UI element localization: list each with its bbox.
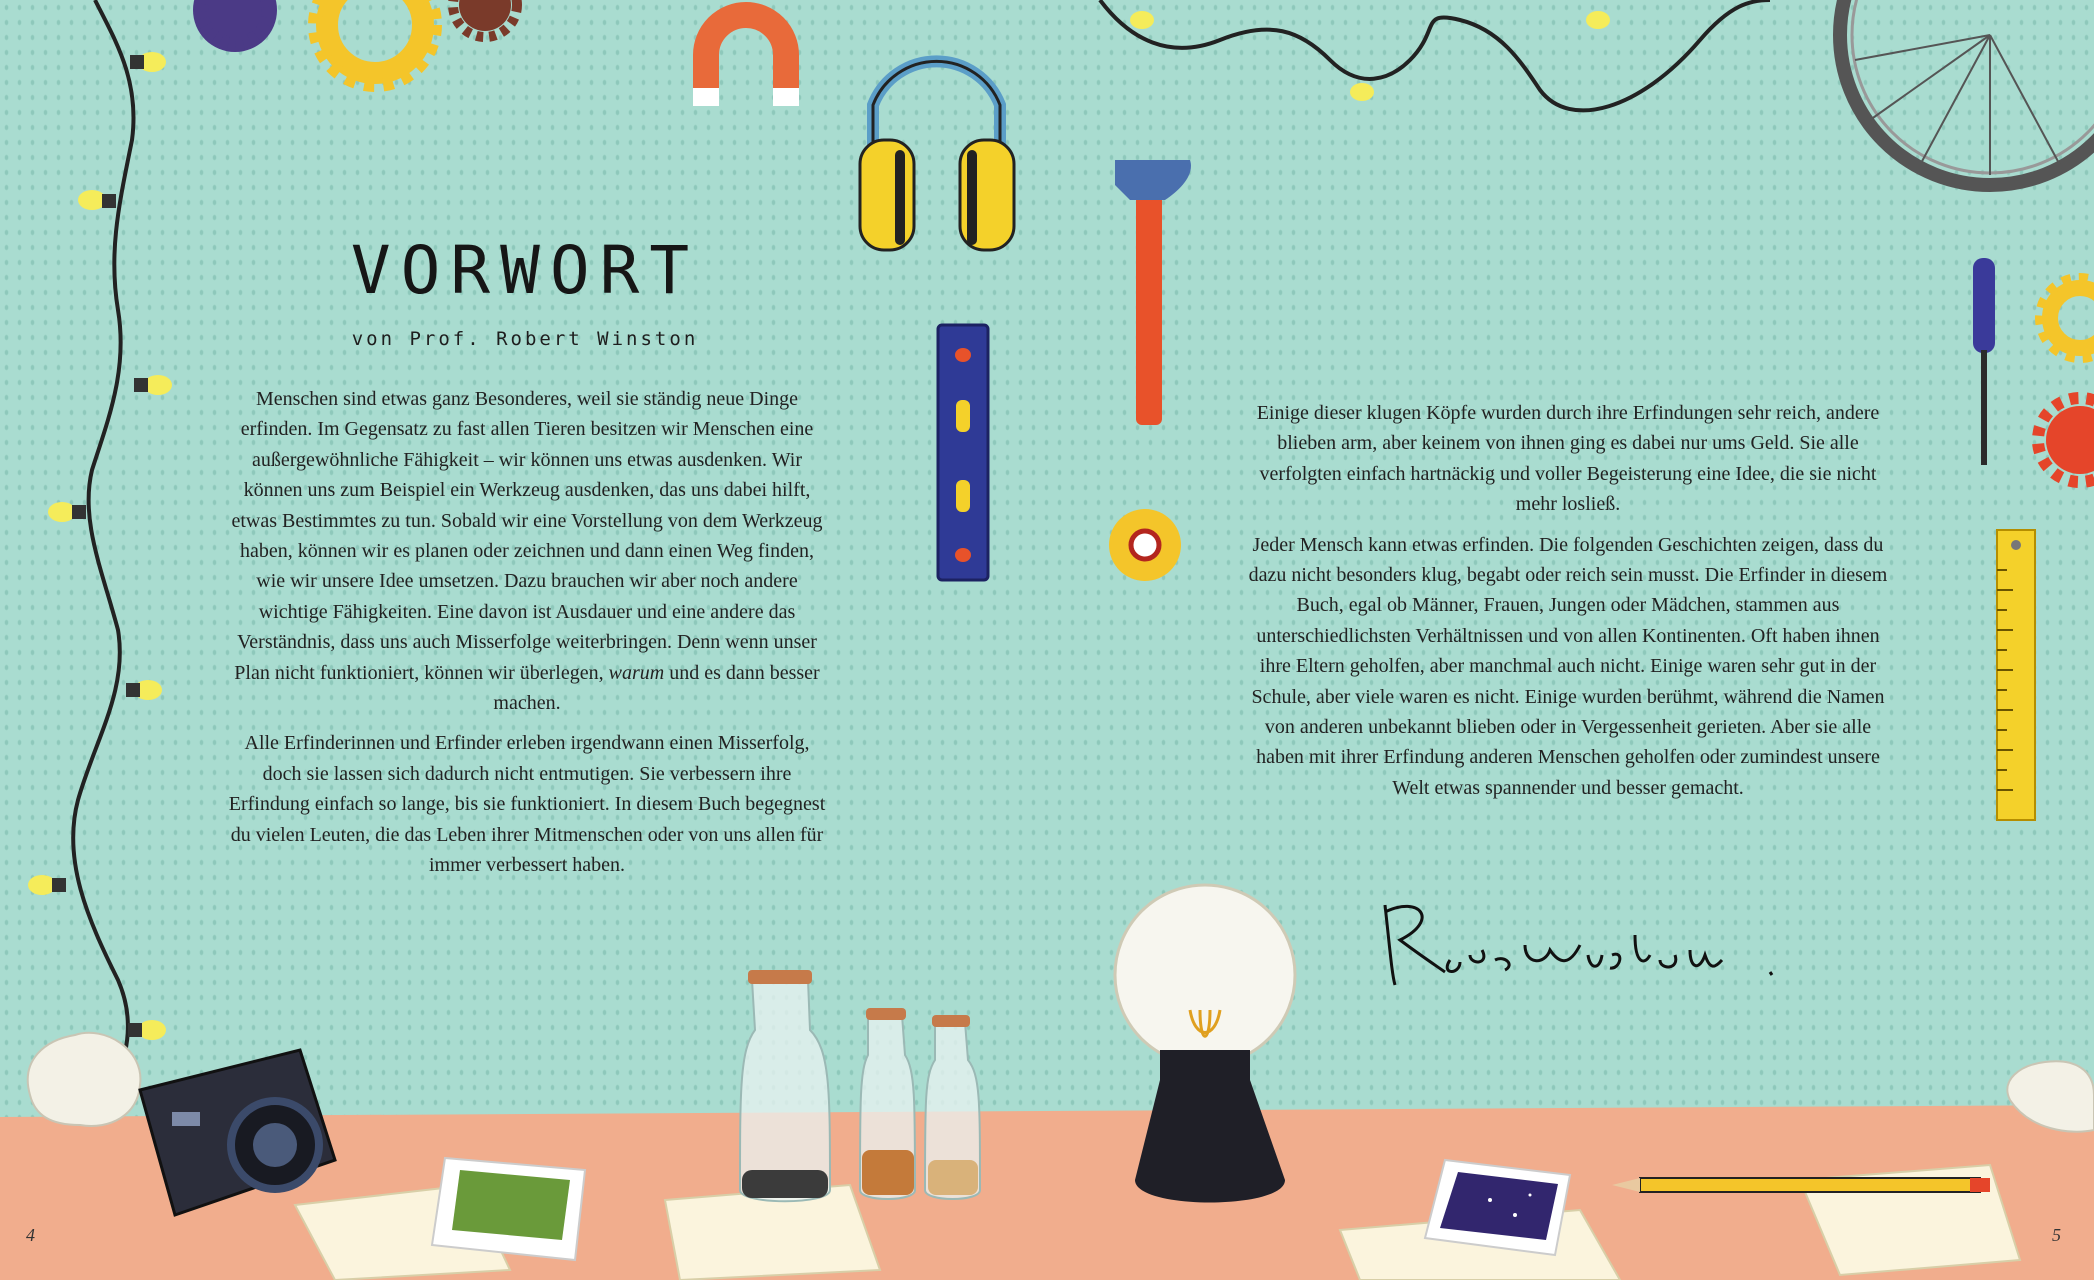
bulb-icon xyxy=(78,190,116,210)
paragraph: Jeder Mensch kann etwas erfinden. Die folgenden Geschichten zeigen, dass du dazu nicht besonders klug, begabt oder reich sein musst. Die Erfinder in diesem Buch, egal ob Männer, Frauen, Jungen oder Mädchen, stammen aus unterschiedlichsten Verhältnissen und von allen Kontinenten. Oft haben ihnen ihre Eltern geholfen, aber manchmal auch nicht. Einige waren sehr gut in der Schule, aber viele waren es nicht. Einige wurden berühmt, während die Namen von anderen unbekannt blieben oder in Vergessenheit gerieten. Aber sie alle haben mit ihrer Erfindung anderen Menschen geholfen oder zumindest unsere Welt etwas spannender und besser gemacht. xyxy=(1248,533,1888,799)
light-bulb-icon xyxy=(1115,885,1295,1203)
bulb-icon xyxy=(1130,11,1154,29)
fairy-lights-wire-top xyxy=(1100,0,1770,110)
signature-drawing xyxy=(1385,905,1772,985)
bulb-icon xyxy=(128,1020,166,1040)
paragraph: Einige dieser klugen Köpfe wurden durch ihre Erfindungen sehr reich, andere blieben arm, aber keinem von ihnen ging es dabei nur ums Geld. Sie alle verfolgten einfach hartnäckig und voller Begeisterung eine Idee, die sie nicht mehr losließ. xyxy=(1256,402,1880,516)
fairy-lights-wire-left xyxy=(73,0,133,1100)
bulb-icon xyxy=(48,502,86,522)
photo-icon xyxy=(432,1158,585,1260)
paragraph xyxy=(228,384,826,718)
page-title: VORWORT xyxy=(350,232,700,309)
glass-bottle-icon xyxy=(925,1015,980,1199)
bulb-icon xyxy=(130,52,166,72)
pencil-icon xyxy=(1612,1178,1990,1192)
horseshoe-magnet-icon xyxy=(693,15,799,106)
tape-measure-icon xyxy=(1109,509,1181,581)
emphasis-text: warum xyxy=(608,661,665,684)
bulb-icon xyxy=(28,875,66,895)
ear-defenders-icon xyxy=(860,61,1014,250)
bulb-icon xyxy=(1586,11,1610,29)
bicycle-wheel-icon xyxy=(1840,0,2094,185)
left-text-column xyxy=(228,384,826,891)
spirit-level-icon xyxy=(938,325,988,580)
ruler-icon xyxy=(1997,530,2035,820)
page-number-left: 4 xyxy=(26,1225,35,1245)
screwdriver-icon xyxy=(1973,258,1995,465)
bulb-icon xyxy=(126,680,162,700)
paragraph: Alle Erfinderinnen und Erfinder erleben irgendwann einen Misserfolg, doch sie lassen sich dadurch nicht entmutigen. Sie verbessern ihre Erfindung einfach so lange, bis sie funktioniert. In diesem Buch begegnest du vielen Leuten, die das Leben ihrer Mitmenschen oder von uns allen für immer verbessert haben. xyxy=(228,732,826,877)
gear-icon xyxy=(315,0,435,85)
crumpled-paper-icon xyxy=(28,1033,141,1126)
bulb-icon xyxy=(134,375,172,395)
page-subtitle: von Prof. Robert Winston xyxy=(351,328,699,350)
gear-icon xyxy=(2040,278,2094,358)
gear-icon xyxy=(453,0,517,37)
gear-icon xyxy=(2038,398,2094,482)
paragraph-text: Menschen sind etwas ganz Besonderes, weil sie ständig neue Dinge erfinden. Im Gegensatz zu fast allen Tieren besitzen wir Menschen eine außergewöhnliche Fähigkeit – wir können uns etwas ausdenken. Wir können uns zum Beispiel ein Werkzeug ausdenken, das uns dabei hilft, etwas Bestimmtes zu tun. Sobald wir eine Vorstellung von dem Werkzeug haben, können wir es planen oder zeichnen und dann einen Weg finden, wie wir unsere Idee umsetzen. Dazu brauchen wir aber noch andere wichtige Fähigkeiten. Eine davon ist Ausdauer und eine andere das Verständnis, dass uns auch Misserfolge weiterbringen. Denn wenn unser Plan nicht funktioniert, können wir überlegen, xyxy=(231,388,823,684)
bulb-icon xyxy=(1350,83,1374,101)
glass-bottle-icon xyxy=(740,970,830,1201)
page-number-right: 5 xyxy=(2052,1225,2061,1245)
photo-icon xyxy=(1425,1160,1570,1255)
hammer-icon xyxy=(1115,160,1191,425)
right-text-column xyxy=(1248,398,1888,813)
glass-bottle-icon xyxy=(860,1008,915,1199)
paragraph-text: und es dann besser machen. xyxy=(493,661,820,715)
